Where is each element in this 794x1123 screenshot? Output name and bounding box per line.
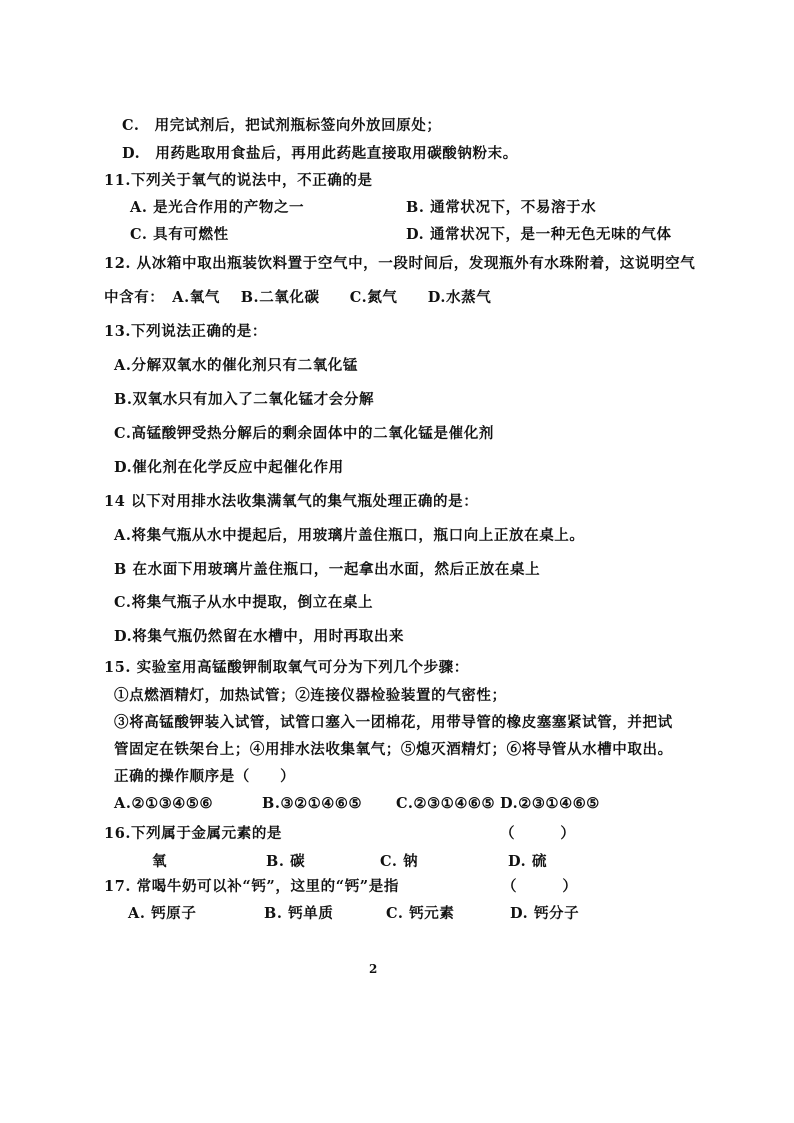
question-13-option-a: A.分解双氧水的催化剂只有二氧化锰: [114, 357, 358, 374]
question-16-option-b: B. 碳: [266, 853, 306, 870]
question-11-option-a: A. 是光合作用的产物之一: [130, 199, 305, 216]
question-13-option-d: D.催化剂在化学反应中起催化作用: [114, 459, 344, 476]
question-17-answer-blank: （ ）: [502, 878, 578, 895]
question-14-option-b: B 在水面下用玻璃片盖住瓶口，一起拿出水面，然后正放在桌上: [114, 561, 541, 578]
question-15-question: 正确的操作顺序是（ ）: [114, 768, 296, 785]
question-11-option-d: D. 通常状况下，是一种无色无味的气体: [406, 226, 672, 243]
question-14-stem: 14 以下对用排水法收集满氧气的集气瓶处理正确的是：: [104, 493, 479, 510]
question-15-stem: 15. 实验室用高锰酸钾制取氧气可分为下列几个步骤：: [104, 659, 469, 676]
question-13-stem: 13.下列说法正确的是：: [104, 323, 267, 340]
question-16-option-a: 氧: [152, 853, 168, 870]
question-12-stem: 12. 从冰箱中取出瓶装饮料置于空气中，一段时间后，发现瓶外有水珠附着，这说明空气: [104, 255, 696, 272]
question-13-option-c: C.高锰酸钾受热分解后的剩余固体中的二氧化锰是催化剂: [114, 425, 494, 442]
question-11-option-c: C. 具有可燃性: [130, 226, 229, 243]
question-15-steps-line-3: 管固定在铁架台上；④用排水法收集氧气；⑤熄灭酒精灯；⑥将导管从水槽中取出。: [114, 741, 673, 758]
question-16-stem: 16.下列属于金属元素的是: [104, 825, 283, 842]
question-15-steps-line-2: ③将高锰酸钾装入试管，试管口塞入一团棉花，用带导管的橡皮塞塞紧试管，并把试: [114, 714, 673, 731]
question-14-option-c: C.将集气瓶子从水中提取，倒立在桌上: [114, 594, 374, 611]
question-17-option-c: C. 钙元素: [386, 905, 455, 922]
question-17-option-d: D. 钙分子: [510, 905, 580, 922]
question-15-option-b: B.③②①④⑥⑤: [262, 795, 363, 812]
question-11-option-b: B. 通常状况下，不易溶于水: [406, 199, 597, 216]
question-14-option-a: A.将集气瓶从水中提起后，用玻璃片盖住瓶口，瓶口向上正放在桌上。: [114, 527, 585, 544]
question-17-stem: 17. 常喝牛奶可以补“钙”，这里的“钙”是指: [104, 878, 399, 895]
question-14-option-d: D.将集气瓶仍然留在水槽中，用时再取出来: [114, 628, 405, 645]
question-16-option-c: C. 钠: [380, 853, 419, 870]
question-15-steps-line-1: ①点燃酒精灯，加热试管；②连接仪器检验装置的气密性；: [114, 687, 507, 704]
question-15-option-a: A.②①③④⑤⑥: [114, 795, 214, 812]
question-16-answer-blank: （ ）: [500, 825, 576, 842]
question-11-stem: 11.下列关于氧气的说法中，不正确的是: [104, 172, 373, 189]
question-17-option-a: A. 钙原子: [128, 905, 197, 922]
question-16-option-d: D. 硫: [508, 853, 548, 870]
question-12-options: 中含有： A.氧气 B.二氧化碳 C.氮气 D.水蒸气: [104, 289, 492, 306]
question-13-option-b: B.双氧水只有加入了二氧化锰才会分解: [114, 391, 375, 408]
page-number: 2: [369, 962, 378, 976]
question-10-option-c: C. 用完试剂后，把试剂瓶标签向外放回原处；: [122, 117, 442, 134]
question-10-option-d: D. 用药匙取用食盐后，再用此药匙直接取用碳酸钠粉末。: [122, 145, 518, 162]
question-15-option-c: C.②③①④⑥⑤: [396, 795, 496, 812]
question-17-option-b: B. 钙单质: [264, 905, 334, 922]
question-15-option-d: D.②③①④⑥⑤: [500, 795, 600, 812]
